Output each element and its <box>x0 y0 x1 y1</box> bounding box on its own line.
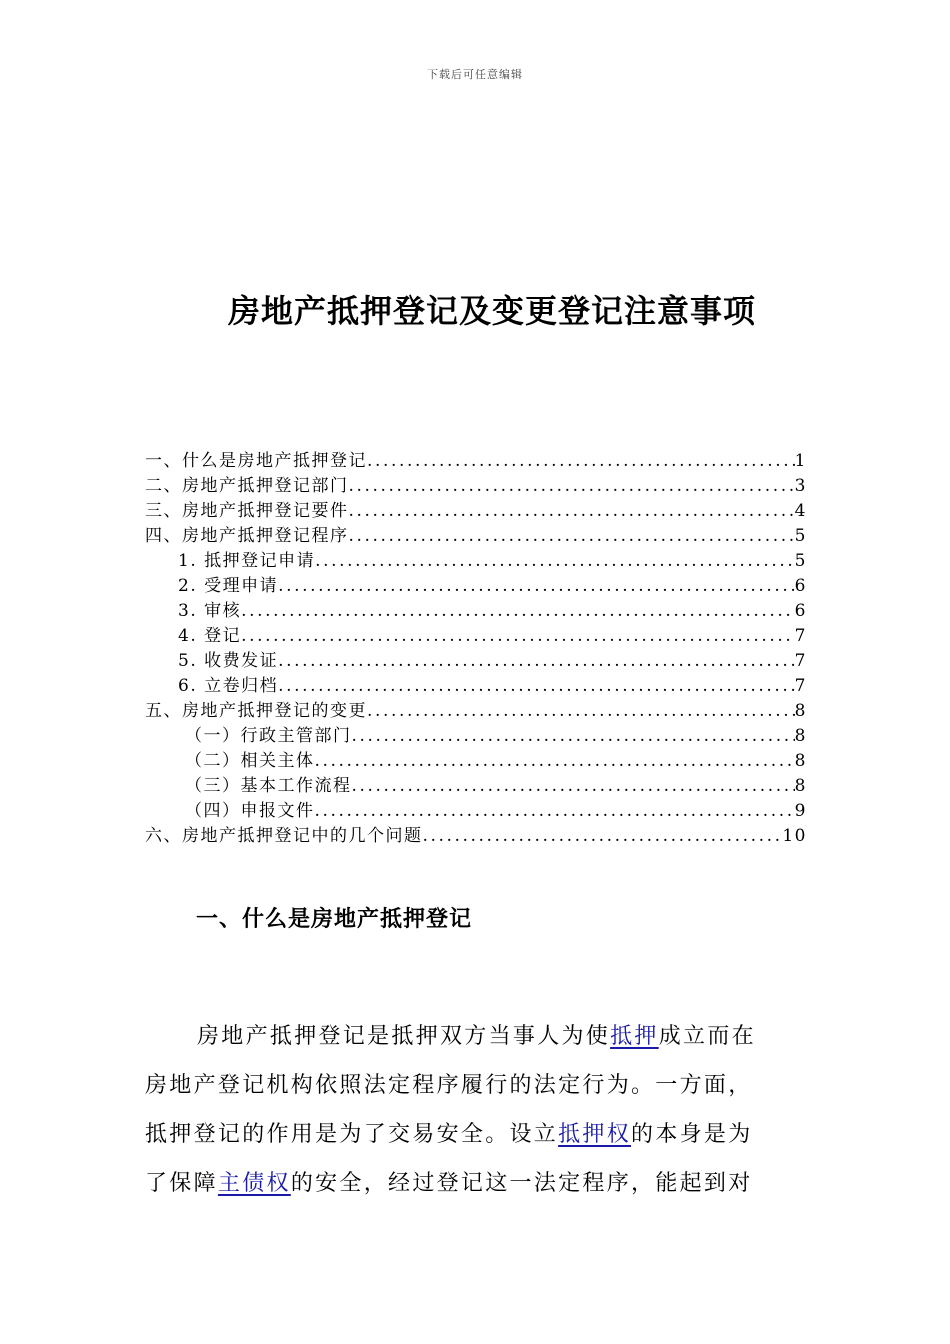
toc-subentry[interactable] <box>145 771 807 796</box>
toc-entry-text: （三）基本工作流程 <box>185 776 352 796</box>
body-line <box>145 1012 807 1061</box>
toc-entry-text: 3. 审核 <box>178 601 242 621</box>
toc-subentry[interactable] <box>145 646 807 671</box>
toc-page-number: 8 <box>794 751 807 771</box>
toc-leader-dots <box>315 801 795 821</box>
toc-page-number: 8 <box>794 701 807 721</box>
toc-page-number: 6 <box>794 601 807 621</box>
toc-entry-text: 四、房地产抵押登记程序 <box>145 526 349 546</box>
toc-entry-text: （四）申报文件 <box>185 801 315 821</box>
toc-subentry[interactable] <box>145 546 807 571</box>
toc-page-number: 10 <box>782 826 807 846</box>
toc-entry[interactable] <box>145 496 807 521</box>
toc-entry-text: 二、房地产抵押登记部门 <box>145 476 349 496</box>
toc-page-number: 7 <box>794 651 807 671</box>
toc-leader-dots <box>349 476 795 496</box>
toc-leader-dots <box>349 526 795 546</box>
toc-entry-text: 2. 受理申请 <box>178 576 279 596</box>
toc-leader-dots <box>349 501 795 521</box>
toc-page-number: 7 <box>794 626 807 646</box>
toc-entry-text: 1. 抵押登记申请 <box>178 551 316 571</box>
body-line <box>145 1159 807 1208</box>
term-link-principal-claim[interactable]: 主债权 <box>217 1171 291 1196</box>
toc-entry[interactable] <box>145 696 807 721</box>
toc-page-number: 4 <box>794 501 807 521</box>
table-of-contents <box>145 446 807 846</box>
toc-entry[interactable] <box>145 446 807 471</box>
toc-leader-dots <box>352 726 795 746</box>
toc-entry[interactable] <box>145 521 807 546</box>
toc-leader-dots <box>367 701 795 721</box>
toc-entry-text: 6. 立卷归档 <box>178 676 279 696</box>
toc-page-number: 6 <box>794 576 807 596</box>
toc-subentry[interactable] <box>145 621 807 646</box>
body-text-segment: 了保障 <box>145 1171 218 1196</box>
toc-entry-text: 五、房地产抵押登记的变更 <box>145 701 367 721</box>
body-text-segment: 房地产抵押登记是抵押双方当事人为使 <box>197 1024 611 1049</box>
body-text-segment: 的本身是为 <box>631 1122 753 1147</box>
toc-entry[interactable] <box>145 821 807 846</box>
body-text-segment: 房地产登记机构依照法定程序履行的法定行为。一方面， <box>145 1073 753 1098</box>
term-link-mortgage-right[interactable]: 抵押权 <box>558 1122 632 1147</box>
body-line <box>145 1061 807 1110</box>
toc-leader-dots <box>278 651 795 671</box>
toc-entry-text: 三、房地产抵押登记要件 <box>145 501 349 521</box>
toc-page-number: 8 <box>794 726 807 746</box>
body-text-segment: 抵押登记的作用是为了交易安全。设立 <box>145 1122 559 1147</box>
term-link-mortgage[interactable]: 抵押 <box>610 1024 659 1049</box>
document-title: 房地产抵押登记及变更登记注意事项 <box>228 292 757 330</box>
toc-leader-dots <box>367 451 795 471</box>
toc-subentry[interactable] <box>145 796 807 821</box>
body-line <box>145 1110 807 1159</box>
toc-leader-dots <box>352 776 795 796</box>
toc-page-number: 3 <box>794 476 807 496</box>
toc-page-number: 7 <box>794 676 807 696</box>
toc-leader-dots <box>278 576 795 596</box>
body-text-segment: 的安全，经过登记这一法定程序，能起到对 <box>290 1171 753 1196</box>
toc-subentry[interactable] <box>145 571 807 596</box>
toc-subentry[interactable] <box>145 671 807 696</box>
toc-entry-text: 六、房地产抵押登记中的几个问题 <box>145 826 423 846</box>
toc-page-number: 1 <box>794 451 807 471</box>
toc-subentry[interactable] <box>145 746 807 771</box>
toc-page-number: 5 <box>794 551 807 571</box>
section-body <box>145 1012 807 1208</box>
toc-entry[interactable] <box>145 471 807 496</box>
toc-page-number: 5 <box>794 526 807 546</box>
toc-entry-text: 一、什么是房地产抵押登记 <box>145 451 367 471</box>
toc-entry-text: 4. 登记 <box>178 626 242 646</box>
toc-entry-text: （二）相关主体 <box>185 751 315 771</box>
toc-leader-dots <box>278 676 795 696</box>
toc-subentry[interactable] <box>145 596 807 621</box>
toc-leader-dots <box>241 601 795 621</box>
body-text-segment: 成立而在 <box>658 1024 756 1049</box>
toc-leader-dots <box>315 751 795 771</box>
toc-page-number: 9 <box>794 801 807 821</box>
toc-entry-text: 5. 收费发证 <box>178 651 279 671</box>
toc-leader-dots <box>423 826 783 846</box>
toc-leader-dots <box>241 626 795 646</box>
toc-subentry[interactable] <box>145 721 807 746</box>
toc-page-number: 8 <box>794 776 807 796</box>
toc-entry-text: （一）行政主管部门 <box>185 726 352 746</box>
section-heading: 一、什么是房地产抵押登记 <box>196 906 473 932</box>
toc-leader-dots <box>315 551 795 571</box>
page-header-note: 下载后可任意编辑 <box>427 68 523 81</box>
